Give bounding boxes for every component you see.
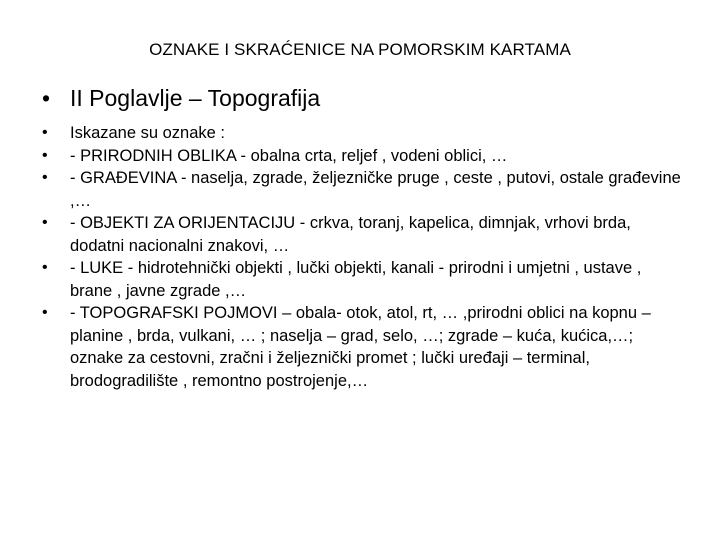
list-item (42, 302, 682, 392)
bullet-glyph: • (42, 304, 48, 321)
bullet-glyph: • (42, 259, 48, 276)
list-item (42, 167, 682, 212)
section-heading-text: II Poglavlje – Topografija (70, 85, 321, 111)
list-item-text: - OBJEKTI ZA ORIJENTACIJU - crkva, toranj, kapelica, dimnjak, vrhovi brda, dodatni nacionalni znakovi, … (70, 214, 631, 255)
bullet-glyph: • (42, 146, 48, 164)
bullet-glyph: • (42, 124, 48, 141)
bullet-glyph: • (42, 214, 48, 231)
list-item-text: Iskazane su oznake : (70, 124, 226, 142)
bullet-glyph: • (42, 85, 51, 111)
list-item (42, 212, 682, 257)
bullet-glyph: • (42, 169, 48, 186)
list-item (42, 122, 682, 145)
slide-title: OZNAKE I SKRAĆENICE NA POMORSKIM KARTAMA (149, 40, 571, 59)
list-item-text: - PRIRODNIH OBLIKA - obalna crta, reljef , vodeni oblici, … (70, 146, 508, 165)
list-item-text: - TOPOGRAFSKI POJMOVI – obala- otok, atol, rt, … ,prirodni oblici na kopnu – planine , brda, vulkani, … ; naselja – grad, selo, …; zgrade – kuća, kućica,…; oznake za cestovni, zračni i željeznički promet ; lučki uređaji – terminal, brodogradilište , remontno postrojenje,… (70, 304, 651, 390)
list-item-text: - GRAĐEVINA - naselja, zgrade, željezničke pruge , ceste , putovi, ostale građevine ,… (70, 169, 681, 210)
list-item-text: - LUKE - hidrotehnički objekti , lučki objekti, kanali - prirodni i umjetni , ustave , brane , javne zgrade ,… (70, 259, 642, 300)
list-item (42, 145, 682, 168)
bullet-list (42, 122, 682, 392)
list-item (42, 257, 682, 302)
